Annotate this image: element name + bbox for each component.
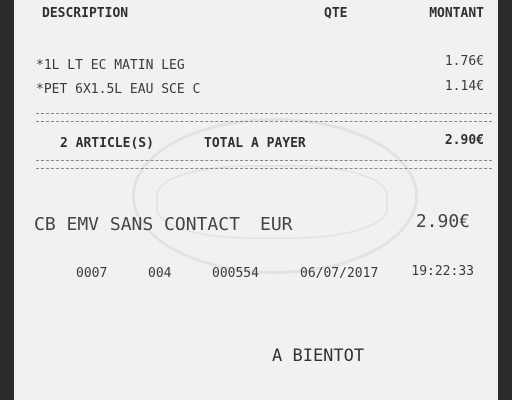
transaction-time: 19:22:33 xyxy=(411,264,474,279)
total-amount: 2.90€ xyxy=(444,133,484,148)
header-description: DESCRIPTION xyxy=(42,6,129,21)
item-amount: 1.14€ xyxy=(444,79,484,94)
closing-message: A BIENTOT xyxy=(272,346,365,366)
item-amount: 1.76€ xyxy=(444,54,484,69)
header-qte: QTE xyxy=(324,6,348,21)
header-montant: MONTANT xyxy=(429,6,484,21)
total-label: TOTAL A PAYER xyxy=(204,136,306,151)
item-label: *1L LT EC MATIN LEG xyxy=(36,58,185,73)
till-number: 004 xyxy=(148,266,172,281)
separator xyxy=(36,160,492,169)
separator xyxy=(36,113,492,122)
article-count: 2 ARTICLE(S) xyxy=(60,136,154,151)
item-label: *PET 6X1.5L EAU SCE C xyxy=(36,82,201,97)
receipt xyxy=(14,0,498,400)
payment-currency: EUR xyxy=(260,214,293,235)
payment-method: CB EMV SANS CONTACT xyxy=(34,214,240,235)
payment-amount: 2.90€ xyxy=(415,211,470,232)
store-number: 0007 xyxy=(76,266,108,281)
transaction-date: 06/07/2017 xyxy=(300,266,379,281)
ticket-number: 000554 xyxy=(212,266,259,281)
